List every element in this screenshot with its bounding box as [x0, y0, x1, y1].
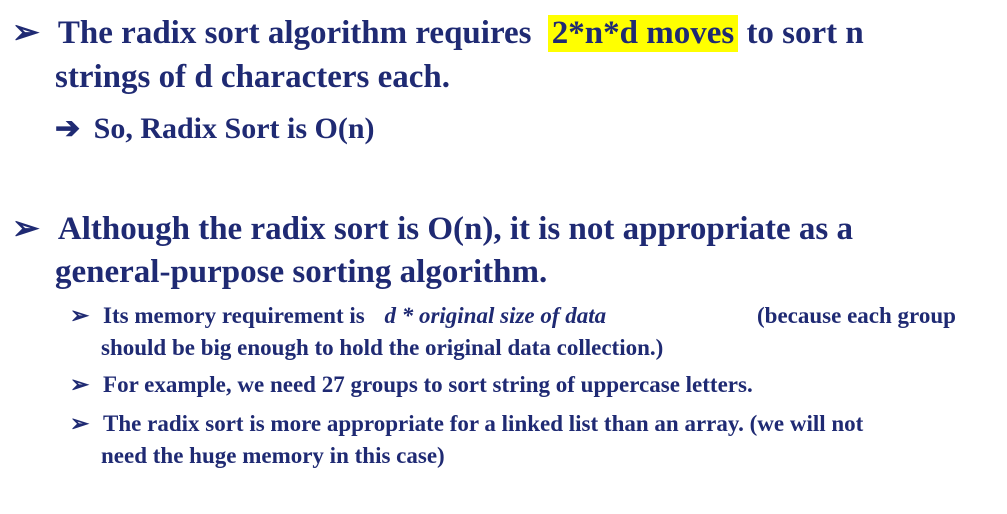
- bullet-1-text-post: to sort n: [746, 15, 864, 51]
- bullet-2-line-1: [12, 210, 853, 248]
- bullet-1-text-pre: The radix sort algorithm requires: [57, 15, 532, 51]
- sub-item-linked-list: [70, 410, 863, 438]
- sub-bullet-arrowhead-icon: ➢: [70, 372, 90, 397]
- bullet-2-text: Although the radix sort is O(n), it is not appropriate as a: [57, 211, 854, 247]
- bullet-1-line-2: strings of d characters each.: [55, 59, 451, 95]
- bullet-arrowhead-icon: ➢: [12, 211, 40, 247]
- memory-text-pre: Its memory requirement is: [103, 303, 365, 328]
- sub-item-memory-cont: should be big enough to hold the original data collection.): [101, 335, 664, 360]
- example-text: For example, we need 27 groups to sort string of uppercase letters.: [103, 372, 753, 397]
- sub-bullet-arrowhead-icon: ➢: [70, 303, 90, 328]
- bullet-arrowhead-icon: ➢: [12, 15, 40, 51]
- bullet-1-line-1: [12, 14, 864, 52]
- conclusion-text: So, Radix Sort is O(n): [93, 112, 375, 145]
- sub-item-memory: [70, 302, 995, 330]
- sub-bullet-arrowhead-icon: ➢: [70, 411, 90, 436]
- right-arrow-icon: ➔: [55, 112, 81, 145]
- highlighted-moves: 2*n*d moves: [548, 15, 738, 52]
- sub-item-example: [70, 371, 753, 399]
- bullet-2-line-2: general-purpose sorting algorithm.: [55, 254, 548, 290]
- sub-item-linked-list-cont: need the huge memory in this case): [101, 443, 445, 468]
- linked-list-text: The radix sort is more appropriate for a linked list than an array. (we will not: [103, 411, 864, 436]
- conclusion-line: [55, 111, 375, 147]
- memory-text-post: (because each group: [757, 303, 956, 328]
- memory-formula: d * original size of data: [384, 303, 607, 328]
